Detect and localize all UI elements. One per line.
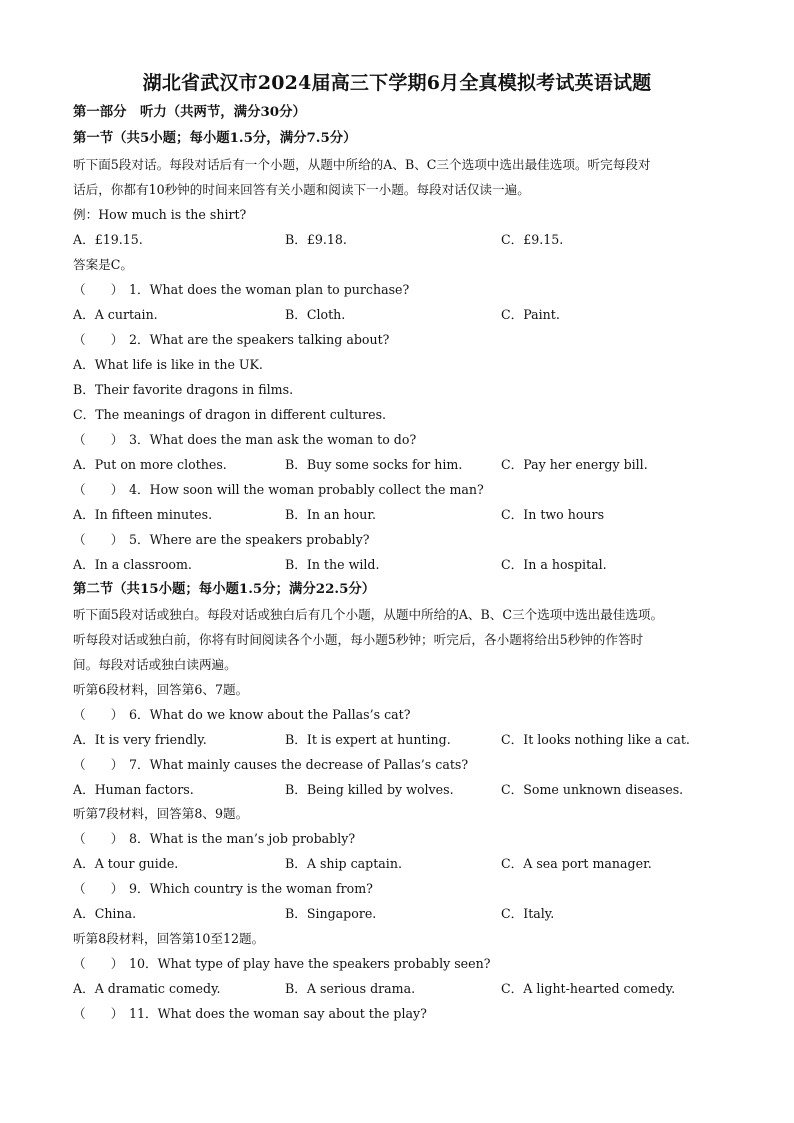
question-7 xyxy=(73,757,468,773)
answer-blank: （ ） xyxy=(73,881,124,896)
option-a: A．What life is like in the UK. xyxy=(73,357,263,372)
answer-blank: （ ） xyxy=(73,831,124,846)
question-4 xyxy=(73,482,484,498)
question-10-options xyxy=(0,981,794,997)
answer-blank: （ ） xyxy=(73,482,124,497)
option-c: C．Paint. xyxy=(501,307,560,322)
question-5-options xyxy=(0,557,794,573)
option-c: C．A sea port manager. xyxy=(501,856,652,871)
question-7-options xyxy=(0,782,794,798)
option-a: A．It is very friendly. xyxy=(73,732,207,747)
option-b: B．A serious drama. xyxy=(285,981,416,996)
question-text: 9．Which country is the woman from? xyxy=(129,881,373,896)
material-8-heading: 听第8段材料，回答第10至12题。 xyxy=(73,931,265,946)
option-a: A．A dramatic comedy. xyxy=(73,981,221,996)
question-1-options xyxy=(0,307,794,323)
section1-instruction-line1: 听下面5段对话。每段对话后有一个小题，从题中所给的A、B、C三个选项中选出最佳选项。听完每段对 xyxy=(73,157,651,172)
answer-blank: （ ） xyxy=(73,707,124,722)
option-c: C．It looks nothing like a cat. xyxy=(501,732,690,747)
question-text: 4．How soon will the woman probably collect the man? xyxy=(129,482,484,497)
section2-heading: 第二节（共15小题；每小题1.5分；满分22.5分） xyxy=(73,581,376,597)
option-b: B．Buy some socks for him. xyxy=(285,457,463,472)
question-10 xyxy=(73,956,490,972)
section1-heading: 第一节（共5小题；每小题1.5分，满分7.5分） xyxy=(73,130,357,146)
option-b: B．In an hour. xyxy=(285,507,377,522)
option-c: C．Some unknown diseases. xyxy=(501,782,684,797)
question-2 xyxy=(73,332,389,348)
question-text: 6．What do we know about the Pallas’s cat? xyxy=(129,707,411,722)
question-text: 1．What does the woman plan to purchase? xyxy=(129,282,410,297)
question-text: 2．What are the speakers talking about? xyxy=(129,332,390,347)
question-9-options xyxy=(0,906,794,922)
answer-blank: （ ） xyxy=(73,332,124,347)
option-b: B．Their favorite dragons in films. xyxy=(73,382,294,397)
option-a: A．A curtain. xyxy=(73,307,158,322)
option-b: B．Being killed by wolves. xyxy=(285,782,454,797)
page-title: 湖北省武汉市2024届高三下学期6月全真模拟考试英语试题 xyxy=(142,72,652,94)
option-c: C．A light-hearted comedy. xyxy=(501,981,676,996)
option-a: A．Put on more clothes. xyxy=(73,457,227,472)
question-4-options xyxy=(0,507,794,523)
question-6 xyxy=(73,707,410,723)
option-a: A．A tour guide. xyxy=(73,856,179,871)
question-text: 3．What does the man ask the woman to do? xyxy=(129,432,417,447)
answer-blank: （ ） xyxy=(73,432,124,447)
option-b: B．£9.18. xyxy=(285,232,347,247)
question-9 xyxy=(73,881,373,897)
option-c: C．In a hospital. xyxy=(501,557,607,572)
option-c: C．£9.15. xyxy=(501,232,564,247)
question-text: 10．What type of play have the speakers probably seen? xyxy=(129,956,491,971)
option-b: B．Singapore. xyxy=(285,906,377,921)
material-6-heading: 听第6段材料，回答第6、7题。 xyxy=(73,682,249,697)
answer-blank: （ ） xyxy=(73,532,124,547)
question-6-options xyxy=(0,732,794,748)
question-text: 8．What is the man’s job probably? xyxy=(129,831,356,846)
section2-instruction-line1: 听下面5段对话或独白。每段对话或独白后有几个小题，从题中所给的A、B、C三个选项中选出最佳选项。 xyxy=(73,607,664,622)
question-text: 5．Where are the speakers probably? xyxy=(129,532,370,547)
option-a: A．In a classroom. xyxy=(73,557,192,572)
example-question: 例：How much is the shirt? xyxy=(73,207,247,222)
option-c: C．Pay her energy bill. xyxy=(501,457,648,472)
answer-blank: （ ） xyxy=(73,757,124,772)
option-b: B．In the wild. xyxy=(285,557,380,572)
section1-instruction-line2: 话后，你都有10秒钟的时间来回答有关小题和阅读下一小题。每段对话仅读一遍。 xyxy=(73,182,530,197)
example-answer: 答案是C。 xyxy=(73,257,134,272)
question-3-options xyxy=(0,457,794,473)
question-1 xyxy=(73,282,409,298)
section2-instruction-line3: 间。每段对话或独白读两遍。 xyxy=(73,657,237,672)
question-8-options xyxy=(0,856,794,872)
question-text: 7．What mainly causes the decrease of Pallas’s cats? xyxy=(129,757,469,772)
question-11 xyxy=(73,1006,427,1022)
option-a: A．In fifteen minutes. xyxy=(73,507,213,522)
question-text: 11．What does the woman say about the play? xyxy=(129,1006,427,1021)
material-7-heading: 听第7段材料，回答第8、9题。 xyxy=(73,806,249,821)
answer-blank: （ ） xyxy=(73,1006,124,1021)
question-3 xyxy=(73,432,416,448)
part1-heading: 第一部分 听力（共两节，满分30分） xyxy=(73,104,306,120)
option-c: C．The meanings of dragon in different cultures. xyxy=(73,407,387,422)
section2-instruction-line2: 听每段对话或独白前，你将有时间阅读各个小题，每小题5秒钟；听完后，各小题将给出5秒钟的作答时 xyxy=(73,632,644,647)
option-b: B．It is expert at hunting. xyxy=(285,732,451,747)
option-a: A．China. xyxy=(73,906,137,921)
option-b: B．A ship captain. xyxy=(285,856,402,871)
option-a: A．Human factors. xyxy=(73,782,194,797)
example-options xyxy=(0,232,794,248)
question-8 xyxy=(73,831,355,847)
question-5 xyxy=(73,532,369,548)
option-c: C．Italy. xyxy=(501,906,555,921)
option-c: C．In two hours xyxy=(501,507,605,522)
option-a: A．£19.15. xyxy=(73,232,143,247)
answer-blank: （ ） xyxy=(73,282,124,297)
answer-blank: （ ） xyxy=(73,956,124,971)
option-b: B．Cloth. xyxy=(285,307,346,322)
